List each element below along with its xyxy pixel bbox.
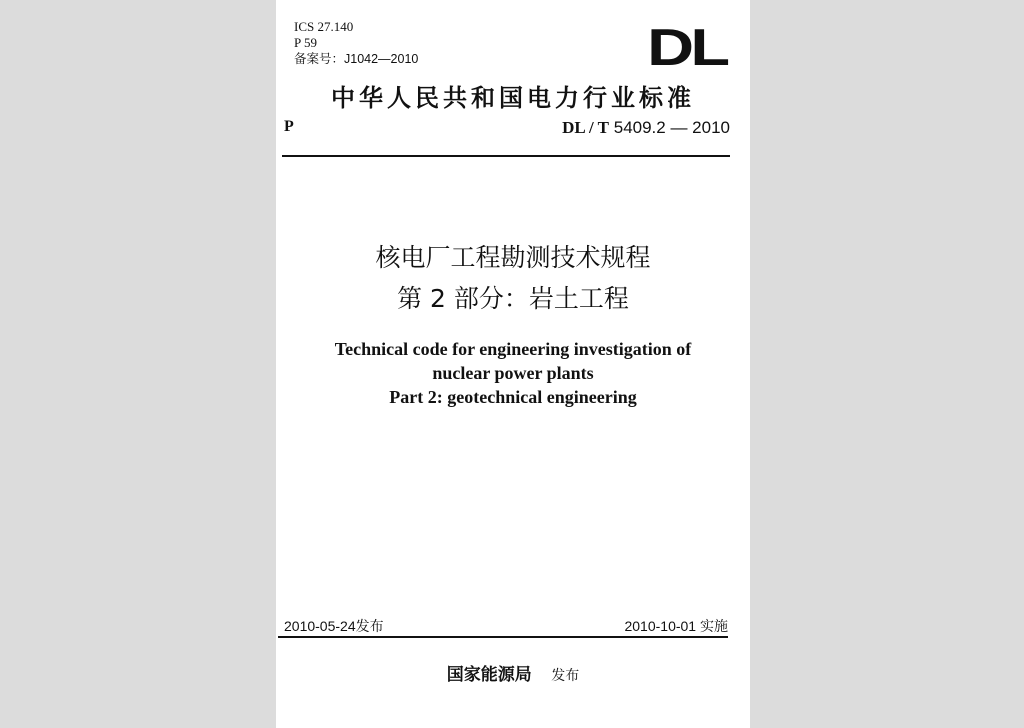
- document-title-cn-line2: 第 2 部分：岩土工程: [397, 284, 629, 313]
- standard-number: [562, 118, 730, 138]
- standard-category: P: [284, 118, 294, 135]
- standard-number-suffix: 5409.2 — 2010: [613, 118, 730, 137]
- record-number: 备案号：J1042—2010: [294, 52, 419, 66]
- standard-cover-page: [276, 0, 750, 728]
- issue-date: 2010-05-24发布: [284, 618, 384, 634]
- classification-code: P 59: [294, 35, 317, 50]
- header-divider: [282, 155, 730, 157]
- document-title-en-line2: nuclear power plants: [432, 363, 594, 383]
- dl-logo: DL: [646, 19, 726, 77]
- footer-divider: [278, 636, 728, 638]
- issuer-action: 发布: [551, 668, 580, 684]
- document-title-en-line3: Part 2: geotechnical engineering: [389, 387, 637, 407]
- issuer-name: 国家能源局: [446, 665, 532, 685]
- standard-number-prefix: DL / T: [562, 118, 609, 137]
- document-title-en-line1: Technical code for engineering investigation of: [334, 339, 692, 359]
- document-title-cn-line1: 核电厂工程勘测技术规程: [375, 243, 651, 272]
- ics-code: ICS 27.140: [294, 19, 354, 34]
- standard-title: 中华人民共和国电力行业标准: [331, 84, 695, 112]
- effective-date: 2010-10-01 实施: [624, 618, 728, 634]
- issuer: [276, 660, 750, 685]
